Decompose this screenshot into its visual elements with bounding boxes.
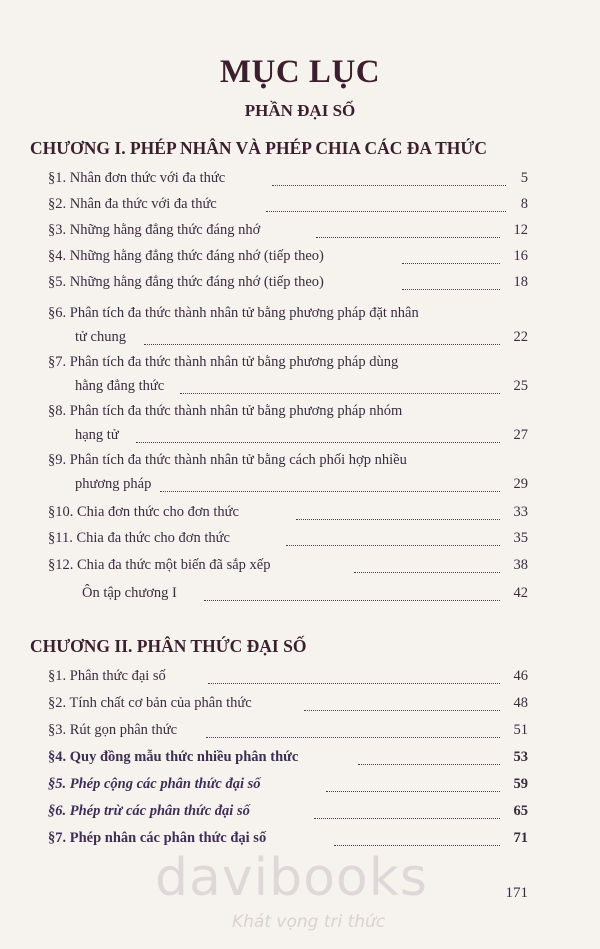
toc-entry-title: §9. Phân tích đa thức thành nhân tử bằng cách phối hợp nhiều <box>48 452 407 468</box>
leader-dots <box>402 262 500 264</box>
leader-dots <box>144 343 500 345</box>
page-number: 171 <box>505 885 528 901</box>
toc-entry-page: 35 <box>513 530 528 546</box>
toc-entry-title: §7. Phép nhân các phân thức đại số <box>48 830 267 846</box>
chapter-2-heading: CHƯƠNG II. PHÂN THỨC ĐẠI SỐ <box>30 636 307 656</box>
toc-entry-title-cont: hạng tử <box>75 427 119 443</box>
leader-dots <box>296 518 500 520</box>
toc-entry-title: §8. Phân tích đa thức thành nhân tử bằng phương pháp nhóm <box>48 403 403 419</box>
toc-entry-title: §2. Nhân đa thức với đa thức <box>48 196 217 212</box>
toc-entry-page: 29 <box>513 476 528 492</box>
leader-dots <box>334 844 500 846</box>
leader-dots <box>180 392 500 394</box>
leader-dots <box>402 288 500 290</box>
toc-entry-page: 53 <box>513 749 528 765</box>
leader-dots <box>314 817 500 819</box>
toc-entry-title: §12. Chia đa thức một biến đã sắp xếp <box>48 557 271 573</box>
toc-entry-title: §7. Phân tích đa thức thành nhân tử bằng phương pháp dùng <box>48 354 399 370</box>
toc-entry-page: 18 <box>513 274 528 290</box>
page-title: MỤC LỤC <box>219 54 381 90</box>
leader-dots <box>206 736 500 738</box>
toc-entry-page: 42 <box>513 585 528 601</box>
toc-entry-title: §1. Nhân đơn thức với đa thức <box>48 170 226 186</box>
leader-dots <box>272 184 506 186</box>
toc-entry-page: 12 <box>513 222 528 238</box>
toc-entry-page: 59 <box>513 776 528 792</box>
toc-entry[interactable] <box>48 196 528 220</box>
toc-entry[interactable] <box>48 668 528 692</box>
leader-dots <box>208 682 500 684</box>
toc-entry[interactable] <box>48 803 528 827</box>
toc-entry[interactable] <box>48 695 528 719</box>
toc-entry-title-cont: phương pháp <box>75 476 152 492</box>
toc-entry-title-cont: hằng đẳng thức <box>75 378 165 394</box>
watermark-slogan: Khát vọng tri thức <box>232 912 386 932</box>
toc-entry-title: §3. Rút gọn phân thức <box>48 722 178 738</box>
leader-dots <box>304 709 500 711</box>
section-subtitle: PHẦN ĐẠI SỐ <box>244 101 356 120</box>
toc-entry[interactable] <box>48 222 528 246</box>
leader-dots <box>204 599 500 601</box>
toc-entry-title: §3. Những hằng đẳng thức đáng nhớ <box>48 222 261 238</box>
toc-entry-page: 46 <box>513 668 528 684</box>
leader-dots <box>326 790 500 792</box>
toc-entry-page: 5 <box>520 170 528 186</box>
toc-entry[interactable] <box>48 305 528 353</box>
toc-entry-title: §1. Phân thức đại số <box>48 668 166 684</box>
toc-entry-title: §5. Những hằng đẳng thức đáng nhớ (tiếp theo) <box>48 274 324 290</box>
chapter-1-heading: CHƯƠNG I. PHÉP NHÂN VÀ PHÉP CHIA CÁC ĐA THỨC <box>30 138 487 158</box>
toc-entry-title: §4. Những hằng đẳng thức đáng nhớ (tiếp theo) <box>48 248 324 264</box>
toc-entry[interactable] <box>48 530 528 554</box>
toc-entry-title: §6. Phân tích đa thức thành nhân tử bằng phương pháp đặt nhân <box>48 305 419 321</box>
toc-entry-page: 51 <box>513 722 528 738</box>
toc-entry-title: §5. Phép cộng các phân thức đại số <box>48 776 261 792</box>
leader-dots <box>316 236 500 238</box>
toc-entry[interactable] <box>48 776 528 800</box>
leader-dots <box>136 441 500 443</box>
leader-dots <box>354 571 500 573</box>
toc-entry-page: 48 <box>513 695 528 711</box>
toc-entry[interactable] <box>48 557 528 581</box>
toc-entry-page: 25 <box>513 378 528 394</box>
toc-entry-title: §4. Quy đồng mẫu thức nhiều phân thức <box>48 749 299 765</box>
leader-dots <box>266 210 506 212</box>
toc-entry-page: 27 <box>513 427 528 443</box>
toc-entry-title: §6. Phép trừ các phân thức đại số <box>48 803 250 819</box>
toc-entry-page: 38 <box>513 557 528 573</box>
toc-entry[interactable] <box>48 452 528 500</box>
toc-entry-page: 65 <box>513 803 528 819</box>
leader-dots <box>286 544 500 546</box>
toc-entry-title: Ôn tập chương I <box>82 585 177 601</box>
toc-entry-page: 71 <box>513 830 528 846</box>
toc-entry[interactable] <box>48 170 528 194</box>
toc-entry-page: 33 <box>513 504 528 520</box>
toc-entry[interactable] <box>48 749 528 773</box>
toc-entry-title: §11. Chia đa thức cho đơn thức <box>48 530 230 546</box>
toc-entry[interactable] <box>48 354 528 402</box>
leader-dots <box>160 490 500 492</box>
toc-entry-title: §10. Chia đơn thức cho đơn thức <box>48 504 239 520</box>
watermark-brand: davibooks <box>155 848 428 908</box>
toc-entry-page: 22 <box>513 329 528 345</box>
toc-entry-page: 8 <box>520 196 528 212</box>
toc-entry-title: §2. Tính chất cơ bản của phân thức <box>48 695 252 711</box>
toc-entry-title-cont: tử chung <box>75 329 126 345</box>
toc-entry[interactable] <box>48 504 528 528</box>
toc-entry[interactable] <box>48 403 528 451</box>
toc-entry[interactable] <box>48 274 528 298</box>
leader-dots <box>358 763 500 765</box>
toc-entry[interactable] <box>48 722 528 746</box>
toc-entry[interactable] <box>48 585 528 609</box>
toc-entry-page: 16 <box>513 248 528 264</box>
toc-entry[interactable] <box>48 248 528 272</box>
